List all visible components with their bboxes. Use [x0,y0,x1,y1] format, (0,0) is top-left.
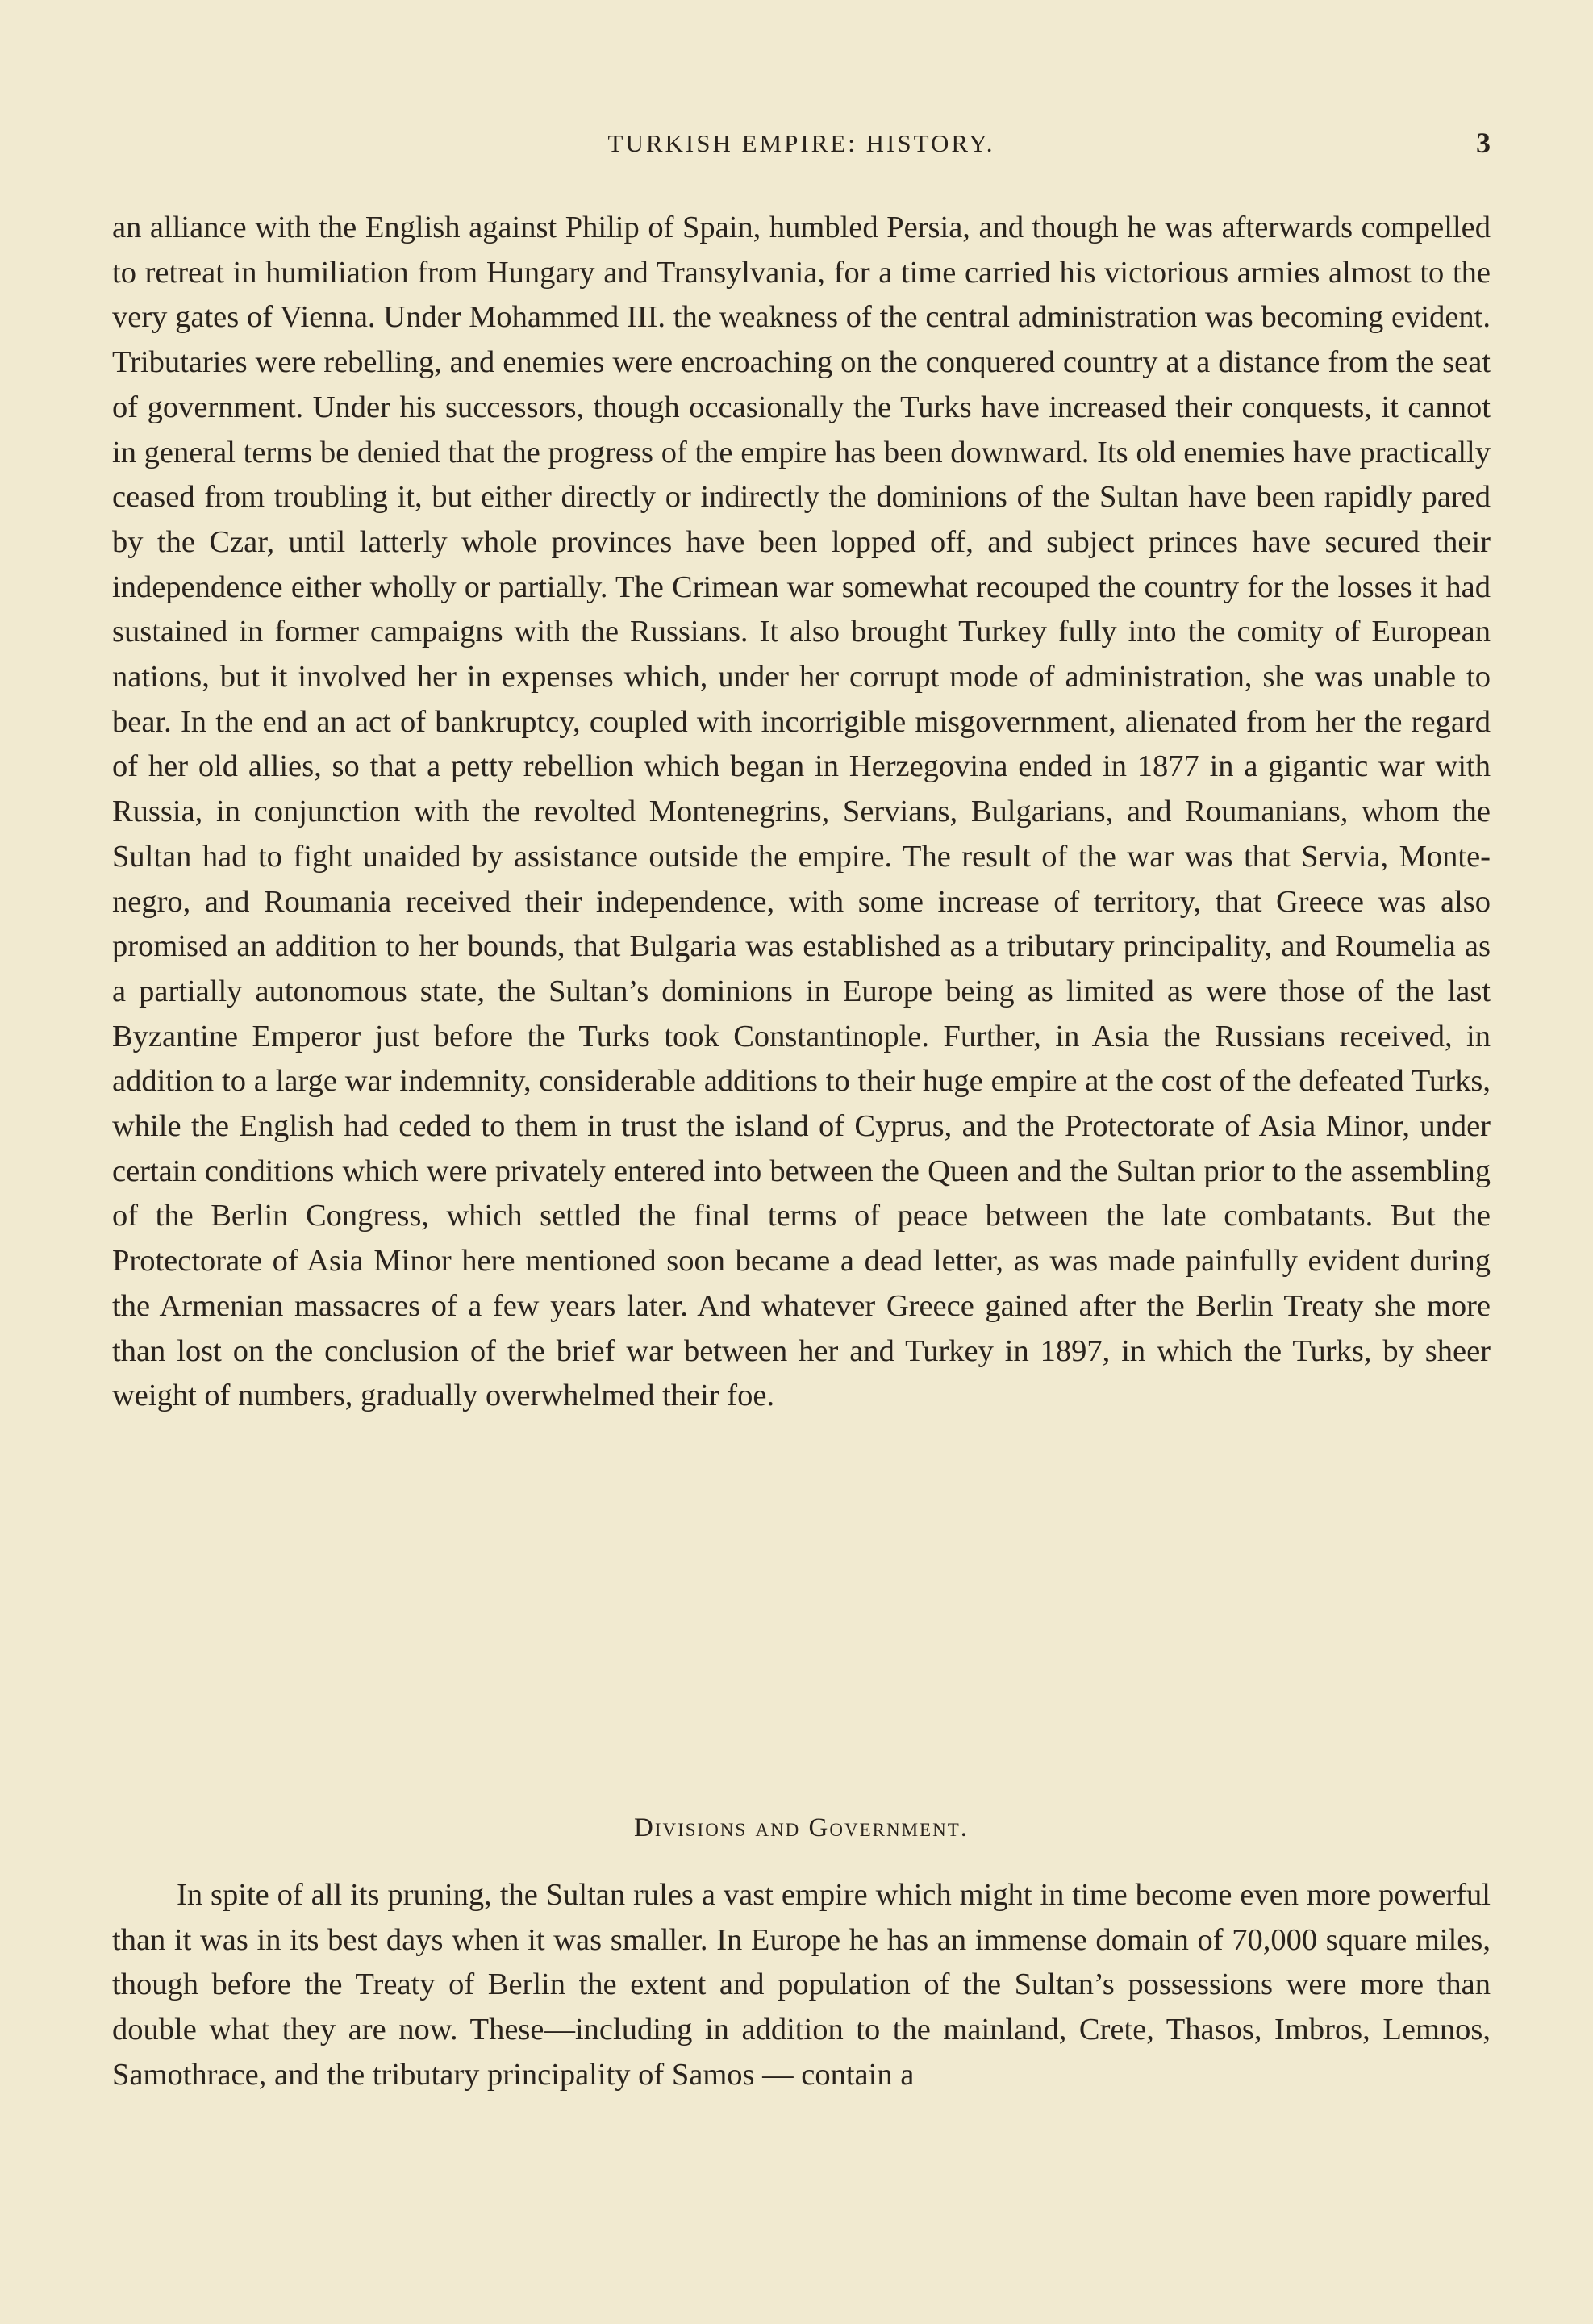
divisions-paragraph: In spite of all its pruning, the Sultan rules a vast empire which might in time become even more powerful than it was in its best days when it was smaller. In Europe he has an immense domain of 70,000 square miles, though before the Treaty of Berlin the extent and population of the Sultan’s possessions were more than double what they are now. These—including in addition to the mainland, Crete, Thasos, Imbros, Lemnos, Samothrace, and the tributary principality of Samos — contain a [112,1878,1491,2092]
section-heading: Divisions and Government. [633,1813,969,1842]
running-title: TURKISH EMPIRE: HISTORY. [607,129,995,157]
history-paragraph: an alliance with the English against Philip of Spain, humbled Persia, and though he was afterwards compelled to retreat in humiliation from Hungary and Transylvania, for a time carried his victorious armies almost to the very gates of Vienna. Under Mohammed III. the weakness of the central administration was becoming evident. Tributaries were rebelling, and enemies were encroaching on the conquered country at a distance from the seat of government. Under his successors, though occasionally the Turks have increased their conquests, it cannot in general terms be denied that the progress of the empire has been downward. Its old enemies have practically ceased from troubling it, but either directly or indirectly the dominions of the Sultan have been rapidly pared by the Czar, until latterly whole provinces have been lopped off, and subject princes have secured their independence either wholly or partially. The Crimean war somewhat recouped the country for the losses it had sustained in former campaigns with the Russians. It also brought Turkey fully into the comity of European nations, but it involved her in expenses which, under her corrupt mode of administration, she was unable to bear. In the end an act of bankruptcy, coupled with incorrigible misgovernment, alienated from her the regard of her old allies, so that a petty rebellion which began in Herzegovina ended in 1877 in a gigantic war with Russia, in conjunction with the revolted Montenegrins, Servians, Bulgarians, and Roumanians, whom the Sultan had to fight unaided by assistance outside the empire. The result of the war was that Servia, Montenegro, and Roumania received their independence, with some increase of territory, that Greece was also promised an addition to her bounds, that Bulgaria was established as a tributary principality, and Roumelia as a partially autonomous state, the Sultan’s dominions in Europe being as limited as were those of the last Byzantine Emperor just before the Turks took Constantinople. Further, in Asia the Russians received, in addition to a large war indemnity, considerable additions to their huge empire at the cost of the defeated Turks, while the English had ceded to them in trust the island of Cyprus, and the Protectorate of Asia Minor, under certain conditions which were privately entered into between the Queen and the Sultan prior to the assembling of the Berlin Congress, which settled the final terms of peace between the late combatants. But the Protectorate of Asia Minor here mentioned soon became a dead letter, as was made painfully evident during the Armenian massacres of a few years later. And whatever Greece gained after the Berlin Treaty she more than lost on the conclusion of the brief war between her and Turkey in 1897, in which the Turks, by sheer weight of numbers, gradually overwhelmed their foe. [112,211,1491,1413]
running-head [112,127,1491,166]
page-number: 3 [1476,127,1491,159]
